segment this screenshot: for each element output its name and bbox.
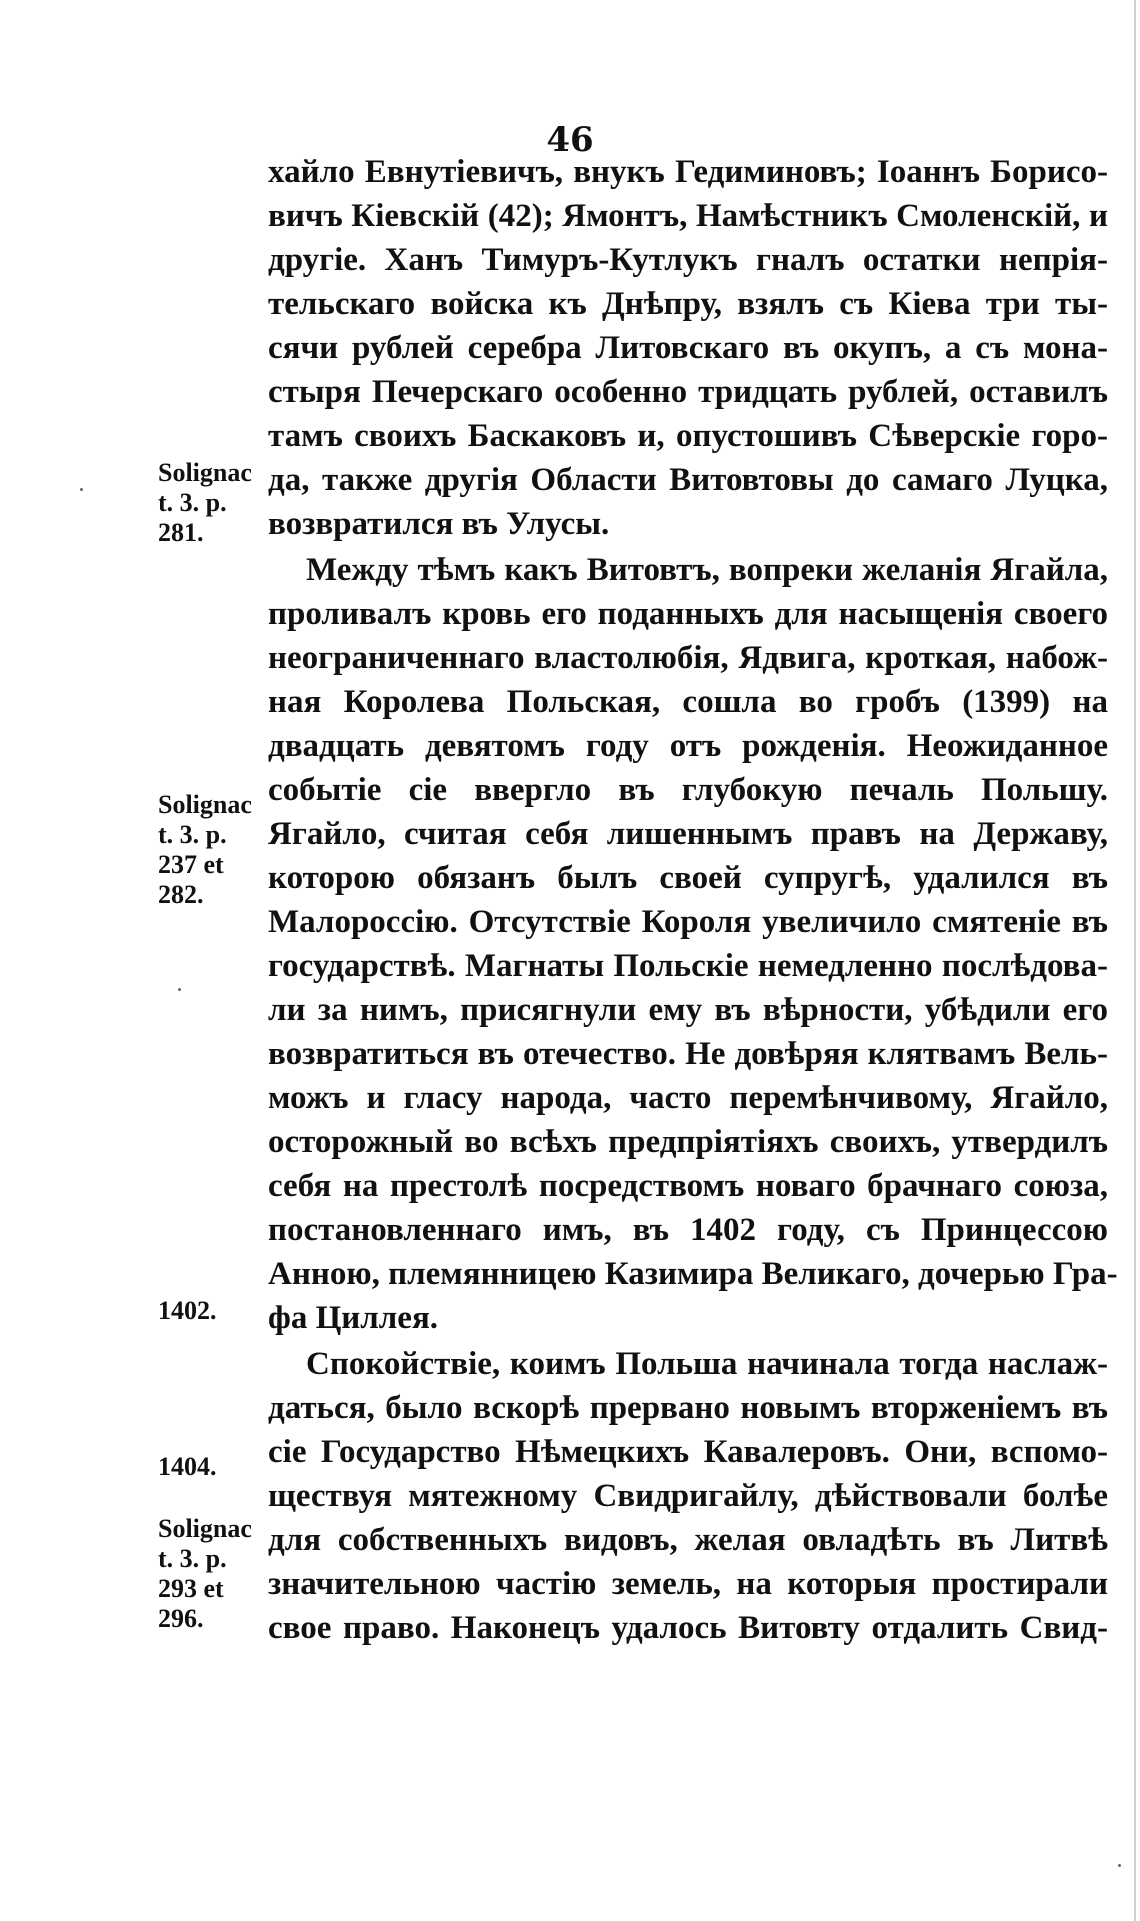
text-line: Анною, племянницею Казимира Великаго, дочерью Гра- — [268, 1256, 1118, 1292]
text-line: тамъ своихъ Баскаковъ и, опустошивъ Сѣверскіе горо- — [268, 418, 1108, 454]
text-line: другіе. Ханъ Тимуръ-Кутлукъ гналъ остатки непрія- — [268, 242, 1108, 278]
margin-note-reference: Solignac t. 3. p. 237 et 282. — [158, 790, 252, 909]
text-line: свое право. Наконецъ удалось Витовту отдалить Свид- — [268, 1610, 1108, 1646]
text-line: себя на престолѣ посредствомъ новаго брачнаго союза, — [268, 1168, 1108, 1204]
margin-note-year: 1402. — [158, 1296, 217, 1325]
page-number: 46 — [546, 120, 594, 160]
text-line: да, также другія Области Витовтовы до самаго Луцка, — [268, 462, 1108, 498]
text-line: фа Циллея. — [268, 1300, 439, 1336]
text-line: возвратиться въ отечество. Не довѣряя клятвамъ Вель- — [268, 1036, 1108, 1072]
text-line: проливалъ кровь его поданныхъ для насыщенія своего — [268, 596, 1108, 632]
text-line: ли за нимъ, присягнули ему въ вѣрности, убѣдили его — [268, 992, 1108, 1028]
text-line: даться, было вскорѣ прервано новымъ вторженіемъ въ — [268, 1390, 1108, 1426]
text-line: сіе Государство Нѣмецкихъ Кавалеровъ. Они, вспомо- — [268, 1434, 1108, 1470]
text-line: стыря Печерскаго особенно тридцать рублей, оставилъ — [268, 374, 1108, 410]
text-line: двадцать девятомъ году отъ рожденія. Неожиданное — [268, 728, 1108, 764]
text-line: для собственныхъ видовъ, желая овладѣть въ Литвѣ — [268, 1522, 1108, 1558]
ink-speck — [1118, 1864, 1121, 1867]
text-line: ществуя мятежному Свидригайлу, дѣйствовали болѣе — [268, 1478, 1108, 1514]
text-line: возвратился въ Улусы. — [268, 506, 610, 542]
text-line: ная Королева Польская, сошла во гробъ (1399) на — [268, 684, 1108, 720]
margin-note-reference: Solignac t. 3. p. 293 et 296. — [158, 1514, 252, 1633]
text-line: хайло Евнутіевичъ, внукъ Гедиминовъ; Іоаннъ Борисо- — [268, 154, 1108, 190]
paragraph-first-line: Между тѣмъ какъ Витовтъ, вопреки желанія Ягайла, — [306, 552, 1108, 588]
text-line: Ягайло, считая себя лишеннымъ правъ на Державу, — [268, 816, 1108, 852]
text-line: неограниченнаго властолюбія, Ядвига, кроткая, набож- — [268, 640, 1108, 676]
text-line: событіе сіе ввергло въ глубокую печаль Польшу. — [268, 772, 1108, 808]
paragraph-first-line: Спокойствіе, коимъ Польша начинала тогда наслаж- — [306, 1346, 1108, 1382]
text-line: значительною частію земель, на которыя простирали — [268, 1566, 1108, 1602]
text-line: государствѣ. Магнаты Польскіе немедленно послѣдова- — [268, 948, 1108, 984]
text-line: тельскаго войска къ Днѣпру, взялъ съ Кіева три ты- — [268, 286, 1108, 322]
text-line: вичъ Кіевскій (42); Ямонтъ, Намѣстникъ Смоленскій, и — [268, 198, 1108, 234]
margin-note-year: 1404. — [158, 1452, 217, 1481]
text-line: Малороссію. Отсутствіе Короля увеличило смятеніе въ — [268, 904, 1108, 940]
ink-speck — [80, 488, 83, 491]
text-line: можъ и гласу народа, часто перемѣнчивому, Ягайло, — [268, 1080, 1108, 1116]
page-edge-shadow — [1134, 0, 1136, 1921]
ink-speck — [178, 988, 181, 991]
text-line: сячи рублей серебра Литовскаго въ окупъ, а съ мона- — [268, 330, 1108, 366]
text-line: постановленнаго имъ, въ 1402 году, съ Принцессою — [268, 1212, 1108, 1248]
text-line: которою обязанъ былъ своей супругѣ, удалился въ — [268, 860, 1108, 896]
text-line: осторожный во всѣхъ предпріятіяхъ своихъ, утвердилъ — [268, 1124, 1108, 1160]
margin-note-reference: Solignac t. 3. p. 281. — [158, 458, 252, 547]
